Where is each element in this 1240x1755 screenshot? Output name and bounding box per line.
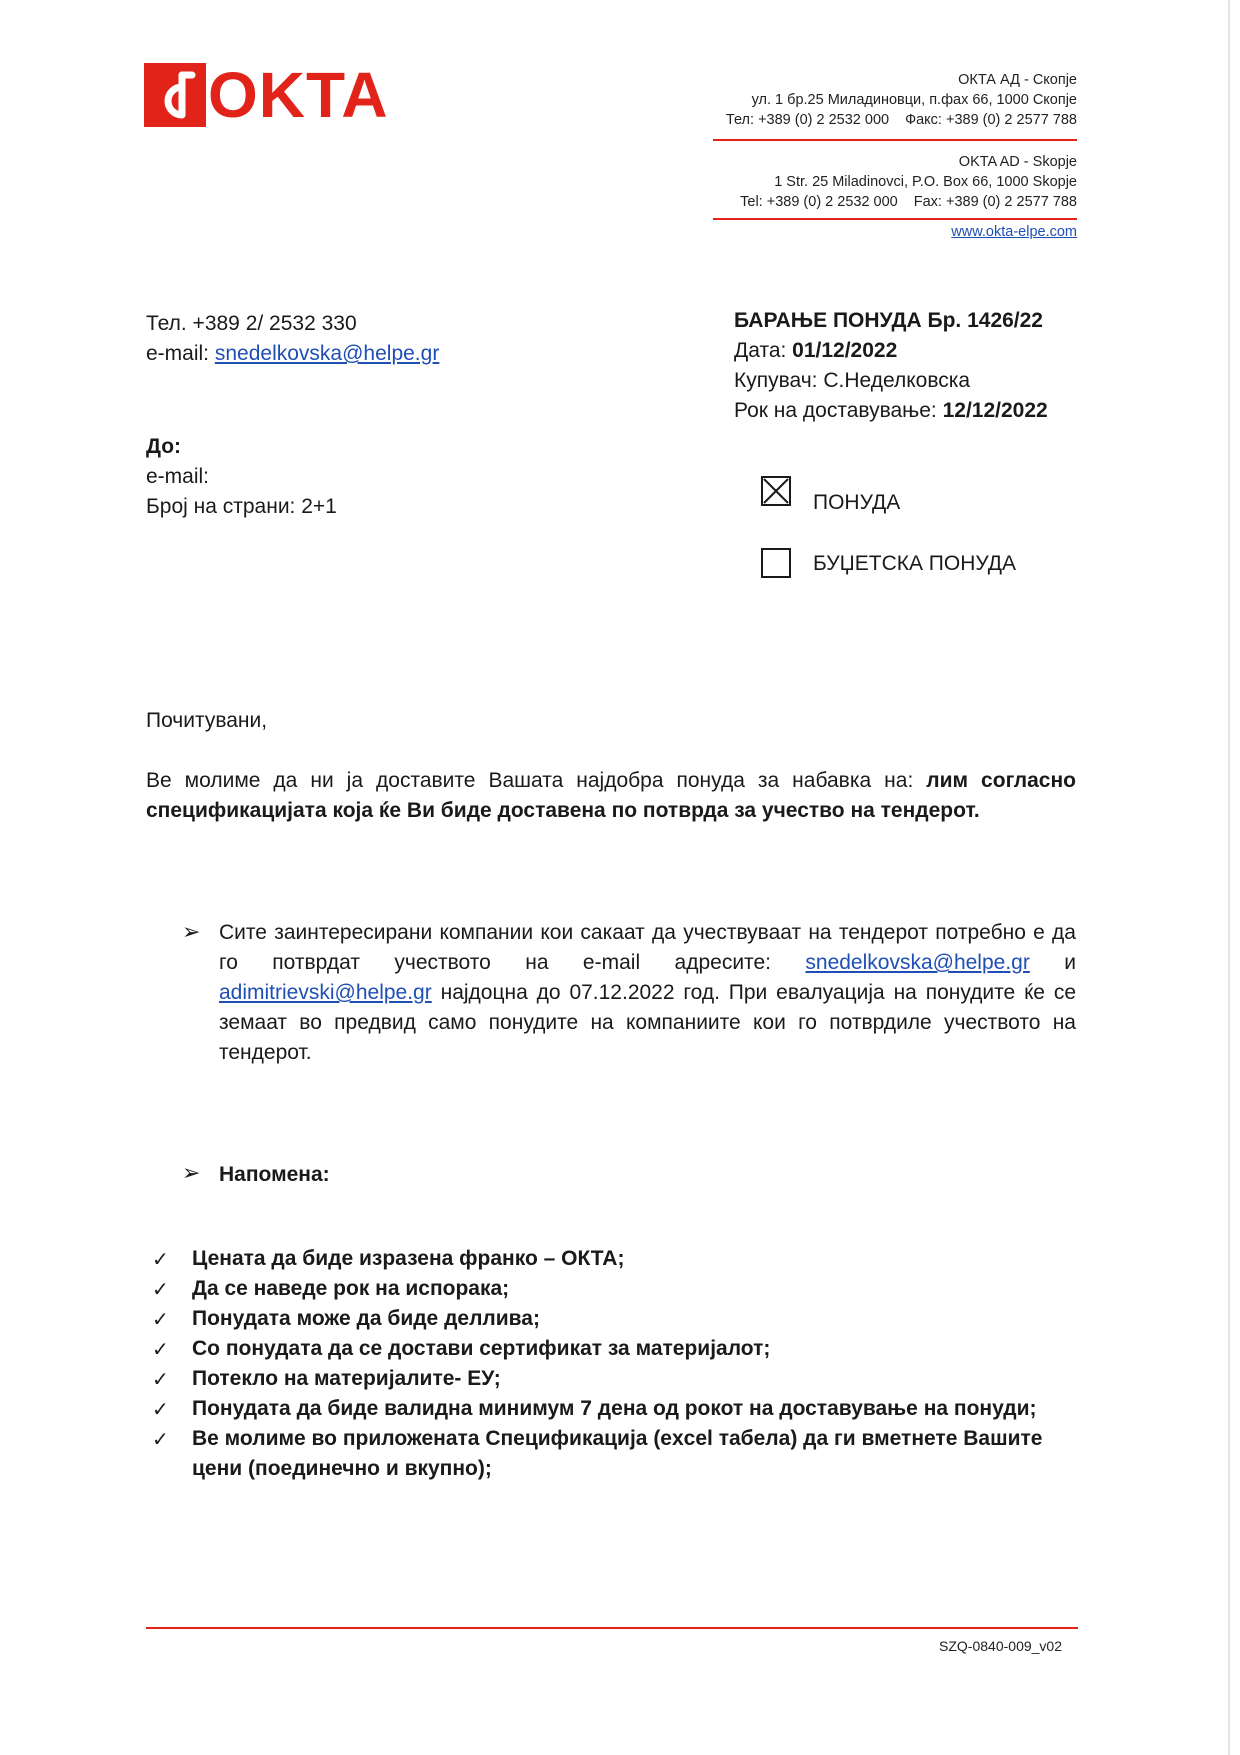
okta-logo <box>144 59 389 131</box>
intro-paragraph <box>146 766 1076 826</box>
participation-paragraph <box>219 918 1076 1068</box>
email-label: e-mail: <box>146 342 215 365</box>
checkmark-icon: ✓ <box>152 1427 169 1451</box>
company-address: ул. 1 бр.25 Миладиновци, п.фах 66, 1000 Скопје <box>751 92 1077 108</box>
email-link-1[interactable]: snedelkovska@helpe.gr <box>805 951 1030 974</box>
list-item <box>152 1304 1082 1334</box>
participation-text: Сите заинтересирани компании кои сакаат да учествуваат на тендерот потребно е да го потврдат учеството на e-mail адресите: <box>219 921 1076 974</box>
checkmark-icon: ✓ <box>152 1337 169 1361</box>
header-divider <box>713 218 1077 220</box>
offer-label: ПОНУДА <box>813 491 901 514</box>
list-item-text: Ве молиме во приложената Спецификација (excel табела) да ги вметнете Вашите цени (поединечно и вкупно); <box>192 1427 1043 1480</box>
request-date-row <box>734 336 1048 366</box>
company-address: 1 Str. 25 Miladinovci, P.O. Box 66, 1000 Skopje <box>774 174 1077 190</box>
list-item-text: Понудата може да биде деллива; <box>192 1307 540 1330</box>
date-label: Дата: <box>734 339 793 362</box>
header-divider <box>713 139 1077 141</box>
okta-logo-icon <box>144 63 206 127</box>
salutation: Почитувани, <box>146 709 268 732</box>
list-item <box>152 1394 1082 1424</box>
list-item-text: Со понудата да се достави сертификат за материјалот; <box>192 1337 771 1360</box>
page-edge <box>1228 0 1230 1755</box>
checked-x-icon <box>763 478 789 504</box>
list-item-text: Да се наведе рок на испорака; <box>192 1277 510 1300</box>
company-fax: Fax: +389 (0) 2 2577 788 <box>913 194 1077 210</box>
page-count: Број на страни: 2+1 <box>146 495 337 518</box>
checkmark-icon: ✓ <box>152 1277 169 1301</box>
company-info-en <box>740 152 1077 212</box>
budget-offer-label: БУЏЕТСКА ПОНУДА <box>813 552 1017 575</box>
request-title: БАРАЊЕ ПОНУДА Бр. 1426/22 <box>734 309 1043 332</box>
recipient-block <box>146 432 337 522</box>
list-item-text: Понудата да биде валидна минимум 7 дена од рокот на доставување на понуди; <box>192 1397 1037 1420</box>
deadline: 12/12/2022 <box>942 399 1048 422</box>
company-fax: Факс: +389 (0) 2 2577 788 <box>905 112 1077 128</box>
document-code: SZQ-0840-009_v02 <box>939 1638 1062 1654</box>
recipient-email-label: e-mail: <box>146 465 210 488</box>
request-info <box>734 306 1048 426</box>
company-phones <box>726 110 1077 130</box>
company-name: OKTA AD - Skopje <box>958 154 1077 170</box>
intro-text: Ве молиме да ни ја доставите Вашата најдобра понуда за набавка на: <box>146 769 927 792</box>
recipient-label: До: <box>146 435 182 458</box>
sender-contact <box>146 309 439 369</box>
sender-email-link[interactable]: snedelkovska@helpe.gr <box>214 342 440 365</box>
offer-checkbox[interactable] <box>761 476 791 506</box>
list-item <box>152 1274 1082 1304</box>
sender-tel: Тел. +389 2/ 2532 330 <box>146 312 357 335</box>
company-tel: Тел: +389 (0) 2 2532 000 <box>725 112 890 128</box>
arrow-bullet-icon: ➢ <box>182 920 201 945</box>
sender-email-row <box>146 339 439 369</box>
list-item <box>152 1244 1082 1274</box>
list-item <box>152 1334 1082 1364</box>
company-info-mk <box>726 70 1077 130</box>
list-item-text: Цената да биде изразена франко – ОКТА; <box>192 1247 625 1270</box>
list-item <box>152 1424 1082 1484</box>
logo-text: OKTA <box>208 59 389 131</box>
buyer: Купувач: С.Неделковска <box>734 369 971 392</box>
requirements-list <box>152 1244 1082 1484</box>
participation-text: и <box>1029 951 1076 974</box>
deadline-label: Рок на доставување: <box>734 399 943 422</box>
checkmark-icon: ✓ <box>152 1307 169 1331</box>
arrow-bullet-icon: ➢ <box>182 1161 201 1186</box>
company-name: ОКТА АД - Скопје <box>958 72 1077 88</box>
checkmark-icon: ✓ <box>152 1247 169 1271</box>
company-tel: Tel: +389 (0) 2 2532 000 <box>740 194 898 210</box>
email-link-2[interactable]: adimitrievski@helpe.gr <box>219 981 432 1004</box>
participation-text: најдоцна до 07.12.2022 год. При евалуација на понудите ќе се земаат во предвид само понудите на компаниите кои го потврдиле учеството на тендерот. <box>219 981 1076 1064</box>
request-date: 01/12/2022 <box>792 339 898 362</box>
company-phones <box>740 192 1077 212</box>
footer-divider <box>146 1627 1078 1629</box>
deadline-row <box>734 396 1048 426</box>
intro-bold: лим согласно спецификацијата која ќе Ви биде доставена по потврда за учество на тендерот. <box>146 769 1077 822</box>
checkmark-icon: ✓ <box>152 1397 169 1421</box>
budget-offer-checkbox[interactable] <box>761 548 791 578</box>
checkmark-icon: ✓ <box>152 1367 169 1391</box>
list-item <box>152 1364 1082 1394</box>
list-item-text: Потекло на материјалите- ЕУ; <box>192 1367 501 1390</box>
website-link[interactable]: www.okta-elpe.com <box>951 224 1077 240</box>
note-label: Напомена: <box>219 1163 330 1186</box>
